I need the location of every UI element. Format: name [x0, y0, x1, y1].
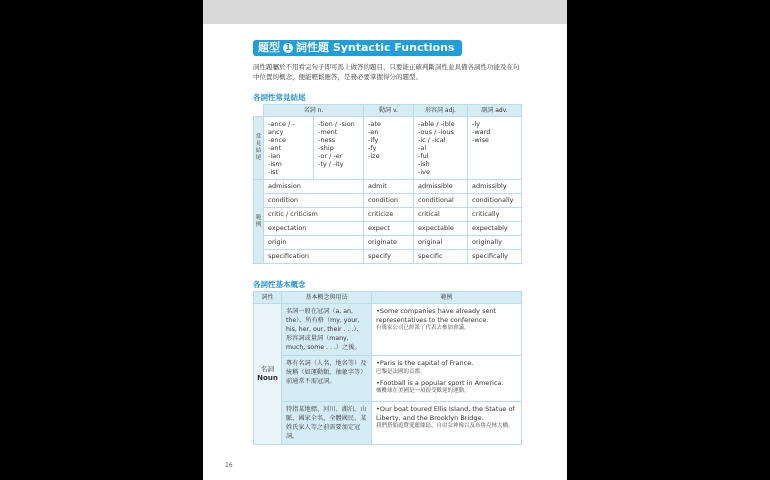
noun-suffixes-1: -ance / -ancy -ence -ant -ian -ism -ist [264, 117, 314, 180]
example-chinese: 有幾家公司已經派了代表去參加會議。 [376, 325, 470, 331]
suffix-table [253, 104, 522, 264]
example-english: • Some companies have already sent representatives to the conference. [376, 307, 517, 324]
suffix-header-row [254, 105, 522, 117]
example-verb: specify [364, 250, 414, 264]
example-row [254, 250, 522, 264]
example-adv: expectably [468, 222, 522, 236]
example-adj: admissible [414, 180, 468, 194]
concept-text: 名詞一般在冠詞（a, an, the）、所有格（my, your, his, her, our, their . . .）、形容詞或量詞（many, much, some . . .）之後。 [282, 304, 372, 356]
example-noun: condition [264, 194, 364, 208]
example-adv: specifically [468, 250, 522, 264]
example-item [376, 307, 517, 332]
example-adv: critically [468, 208, 522, 222]
example-chinese: 巴黎是法國的首都。 [376, 368, 426, 375]
header-concept: 基本概念與用法 [282, 292, 372, 304]
suffix-heading: 各詞性常見結尾 [253, 93, 306, 102]
adv-suffixes: -ly -ward -wise [468, 117, 522, 180]
concept-table [253, 291, 522, 445]
corner-cell [254, 105, 264, 117]
example-adj: critical [414, 208, 468, 222]
suffix-common-row [254, 117, 522, 180]
example-english: • Our boat toured Ellis Island, the Statue of Liberty, and the Brooklyn Bridge. [376, 405, 517, 422]
pos-zh: 名詞 [261, 365, 274, 373]
concept-text: 專有名詞（人名、地名等）及統稱（如運動類、抽象字等）前通常不需冠詞。 [282, 356, 372, 402]
example-adj: original [414, 236, 468, 250]
example-item [376, 379, 517, 396]
example-verb: criticize [364, 208, 414, 222]
example-english: • Paris is the capital of France. [376, 359, 517, 368]
header-pos: 詞性 [254, 292, 282, 304]
example-noun: specification [264, 250, 364, 264]
pos-en: Noun [257, 374, 278, 382]
section-title: 詞性題 Syntactic Functions [296, 41, 455, 54]
example-english: • Football is a popular sport in America. [376, 379, 517, 388]
example-chinese: 我們搭船遊覽愛麗絲島、自由女神像以及布魯克林大橋。 [376, 423, 514, 429]
example-item [376, 359, 517, 376]
example-row [254, 222, 522, 236]
concept-row [254, 356, 522, 402]
book-page [203, 0, 567, 480]
header-example: 範例 [372, 292, 522, 304]
concept-row [254, 402, 522, 445]
example-cell [372, 356, 522, 402]
example-verb: originate [364, 236, 414, 250]
example-row [254, 208, 522, 222]
example-adj: expectable [414, 222, 468, 236]
concept-row [254, 304, 522, 356]
section-number-icon: 1 [283, 43, 293, 53]
example-noun: critic / criticism [264, 208, 364, 222]
adj-suffixes: -able / -ible -ous / -ious -ic / -ical -al -ful -ish -ive [414, 117, 468, 180]
example-verb: condition [364, 194, 414, 208]
pos-cell [254, 304, 282, 445]
header-verb: 動詞 v. [364, 105, 414, 117]
concept-header-row [254, 292, 522, 304]
header-noun: 名詞 n. [264, 105, 364, 117]
concept-text: 特指某地標、河川、湖泊、山脈、國家全名、全體國民、某姓氏家人等之前需要加定冠詞。 [282, 402, 372, 445]
example-noun: expectation [264, 222, 364, 236]
noun-suffixes-2: -tion / -sion -ment -ness -ship -or / -er -ty / -ity [314, 117, 364, 180]
page-number: 16 [225, 462, 233, 469]
example-adj: specific [414, 250, 468, 264]
section-title-badge [253, 40, 462, 56]
intro-paragraph: 詞性題屬於不用看完句子即可馬上做答的題目，只要能正確判斷詞性並具備各詞性功能及在句中位置的概念，便能輕鬆應答，是務必要掌握得分的題型。 [253, 63, 520, 81]
example-adj: conditional [414, 194, 468, 208]
example-adv: originally [468, 236, 522, 250]
example-verb: expect [364, 222, 414, 236]
side-label-common: 常 見 結 尾 [254, 117, 264, 180]
example-noun: admission [264, 180, 364, 194]
section-label: 題型 [258, 41, 280, 54]
example-adv: admissibly [468, 180, 522, 194]
example-verb: admit [364, 180, 414, 194]
concept-heading: 各詞性基本概念 [253, 280, 306, 289]
top-bar [203, 0, 567, 24]
example-item [376, 405, 517, 430]
example-row [254, 180, 522, 194]
example-cell [372, 402, 522, 445]
example-row [254, 236, 522, 250]
example-adv: conditionally [468, 194, 522, 208]
example-chinese: 橄欖球在美國是一項很受歡迎的運動。 [376, 388, 470, 394]
example-noun: origin [264, 236, 364, 250]
verb-suffixes: -ate -en -ify -fy -ize [364, 117, 414, 180]
header-adv: 副詞 adv. [468, 105, 522, 117]
side-label-example: 範 例 [254, 180, 264, 264]
example-cell [372, 304, 522, 356]
header-adj: 形容詞 adj. [414, 105, 468, 117]
example-row [254, 194, 522, 208]
